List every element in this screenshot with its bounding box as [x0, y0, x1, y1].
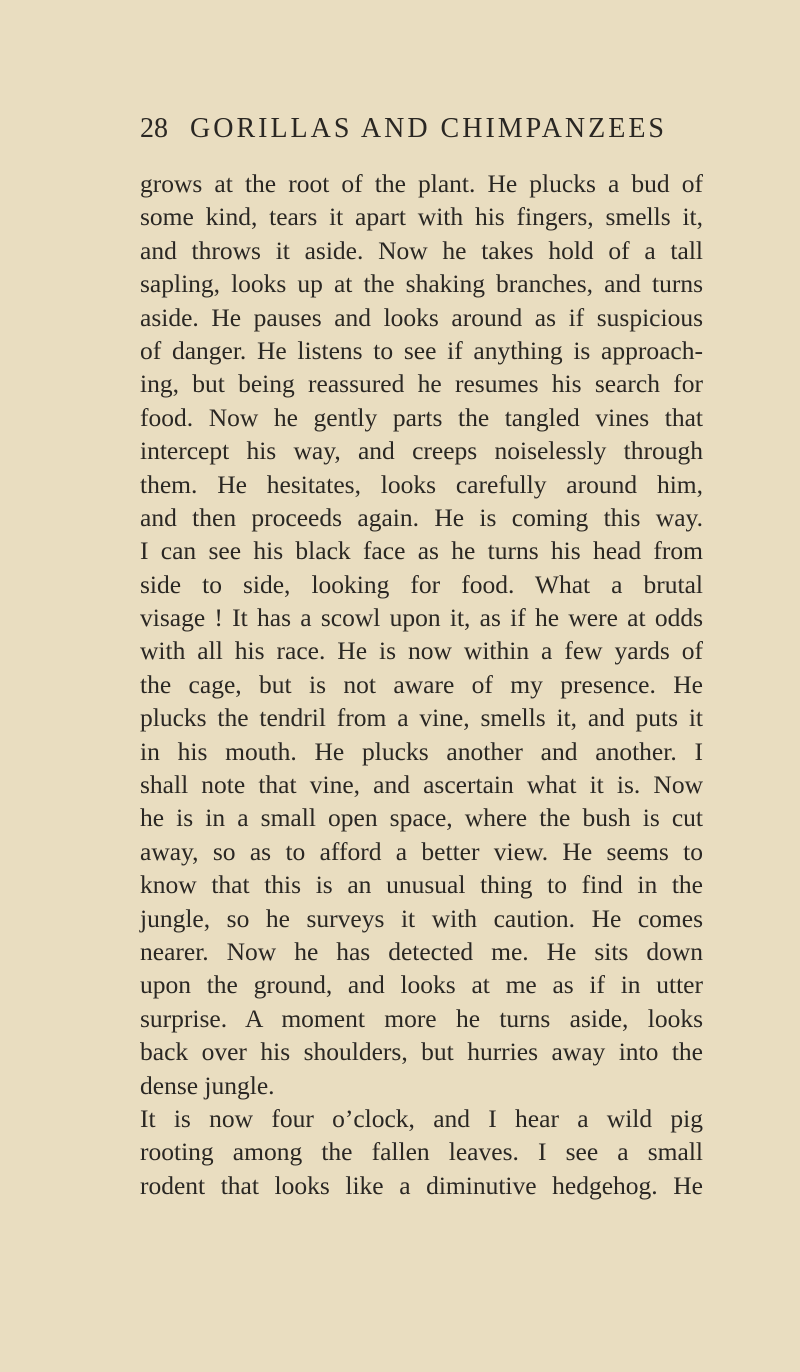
text-line: and throws it aside. Now he takes hold of a tall: [140, 235, 703, 265]
text-line: rodent that looks like a diminutive hedgehog. He: [140, 1170, 703, 1200]
text-line: of danger. He listens to see if anything is approach-: [140, 335, 703, 365]
text-line: jungle, so he surveys it with caution. He comes: [140, 903, 703, 933]
text-line: plucks the tendril from a vine, smells it, and puts it: [140, 703, 703, 733]
text-line: upon the ground, and looks at me as if in utter: [140, 970, 703, 1000]
text-line: sapling, looks up at the shaking branches, and turns: [140, 269, 703, 299]
text-line: nearer. Now he has detected me. He sits down: [140, 936, 703, 966]
text-line: surprise. A moment more he turns aside, looks: [140, 1003, 703, 1033]
text-line: intercept his way, and creeps noiselessly through: [140, 436, 703, 466]
text-line: the cage, but is not aware of my presence. He: [140, 669, 703, 699]
text-line: shall note that vine, and ascertain what it is. Now: [140, 770, 703, 800]
text-line: in his mouth. He plucks another and another. I: [140, 736, 703, 766]
text-line: ing, but being reassured he resumes his search for: [140, 369, 703, 399]
text-line: rooting among the fallen leaves. I see a small: [140, 1137, 703, 1167]
text-line: some kind, tears it apart with his fingers, smells it,: [140, 202, 703, 232]
text-line: visage ! It has a scowl upon it, as if he were at odds: [140, 603, 703, 633]
body-text: [140, 167, 703, 1202]
running-head-title: GORILLAS AND CHIMPANZEES: [190, 113, 668, 144]
text-line: I can see his black face as he turns his head from: [140, 536, 703, 566]
text-line: food. Now he gently parts the tangled vines that: [140, 402, 703, 432]
text-line: away, so as to afford a better view. He seems to: [140, 836, 703, 866]
text-line: he is in a small open space, where the bush is cut: [140, 803, 703, 833]
text-line: with all his race. He is now within a few yards of: [140, 636, 703, 666]
text-line: them. He hesitates, looks carefully around him,: [140, 469, 703, 499]
text-line: know that this is an unusual thing to find in the: [140, 870, 703, 900]
paragraph-2: [140, 1102, 703, 1202]
text-line: aside. He pauses and looks around as if suspicious: [140, 302, 703, 332]
text-line: and then proceeds again. He is coming this way.: [140, 502, 703, 532]
running-head: [140, 113, 700, 153]
text-line: It is now four o’clock, and I hear a wild pig: [140, 1103, 703, 1133]
text-line: grows at the root of the plant. He plucks a bud of: [140, 169, 703, 198]
page-number: 28: [140, 113, 168, 144]
text-line: side to side, looking for food. What a brutal: [140, 569, 703, 599]
text-line: dense jungle.: [140, 1070, 275, 1100]
paragraph-1: [140, 167, 703, 1102]
text-line: back over his shoulders, but hurries away into the: [140, 1037, 703, 1067]
